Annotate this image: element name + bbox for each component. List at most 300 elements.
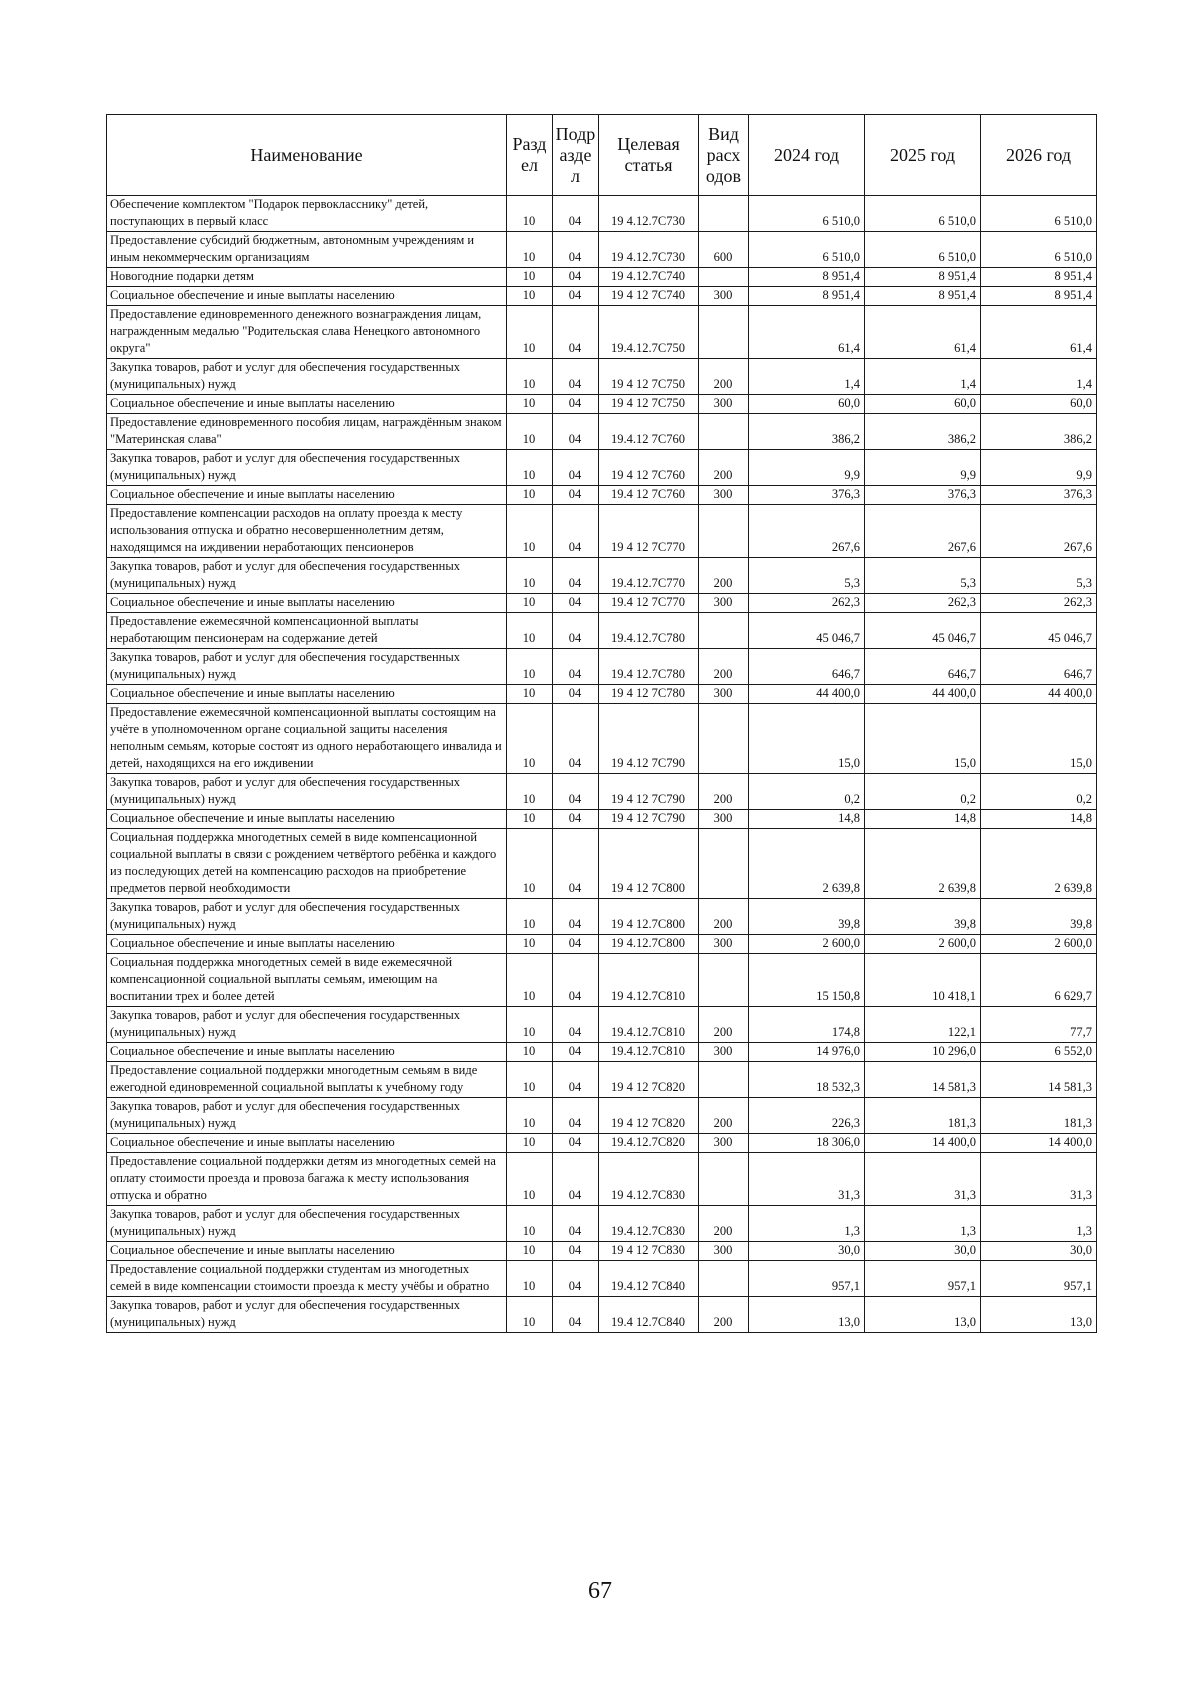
cell-razdel: 10 bbox=[507, 810, 553, 829]
cell-name: Социальное обеспечение и иные выплаты населению bbox=[107, 1242, 507, 1261]
table-row bbox=[107, 450, 1097, 486]
table-row bbox=[107, 1007, 1097, 1043]
cell-razdel: 10 bbox=[507, 899, 553, 935]
cell-expense-type: 300 bbox=[699, 1134, 749, 1153]
cell-expense-type bbox=[699, 196, 749, 232]
cell-razdel: 10 bbox=[507, 232, 553, 268]
cell-target-article: 19.4.12.7С770 bbox=[599, 558, 699, 594]
cell-target-article: 19 4 12 7С800 bbox=[599, 829, 699, 899]
cell-podrazdel: 04 bbox=[553, 505, 599, 558]
cell-expense-type: 200 bbox=[699, 450, 749, 486]
cell-2024: 1,4 bbox=[749, 359, 865, 395]
cell-podrazdel: 04 bbox=[553, 1242, 599, 1261]
table-row bbox=[107, 935, 1097, 954]
cell-expense-type: 200 bbox=[699, 899, 749, 935]
cell-2026: 6 552,0 bbox=[981, 1043, 1097, 1062]
cell-2026: 8 951,4 bbox=[981, 268, 1097, 287]
cell-2026: 14,8 bbox=[981, 810, 1097, 829]
cell-name: Социальное обеспечение и иные выплаты населению bbox=[107, 1043, 507, 1062]
cell-2025: 2 600,0 bbox=[865, 935, 981, 954]
cell-razdel: 10 bbox=[507, 685, 553, 704]
cell-2024: 30,0 bbox=[749, 1242, 865, 1261]
cell-2025: 1,4 bbox=[865, 359, 981, 395]
cell-target-article: 19 4.12 7С790 bbox=[599, 704, 699, 774]
cell-2026: 2 600,0 bbox=[981, 935, 1097, 954]
table-row bbox=[107, 649, 1097, 685]
cell-target-article: 19 4.12.7С800 bbox=[599, 935, 699, 954]
cell-razdel: 10 bbox=[507, 306, 553, 359]
cell-2026: 31,3 bbox=[981, 1153, 1097, 1206]
cell-target-article: 19.4 12.7С780 bbox=[599, 649, 699, 685]
cell-2024: 14,8 bbox=[749, 810, 865, 829]
cell-target-article: 19.4.12 7С760 bbox=[599, 414, 699, 450]
table-row bbox=[107, 899, 1097, 935]
cell-name: Новогодние подарки детям bbox=[107, 268, 507, 287]
table-row bbox=[107, 287, 1097, 306]
cell-razdel: 10 bbox=[507, 486, 553, 505]
cell-2026: 1,4 bbox=[981, 359, 1097, 395]
cell-expense-type bbox=[699, 1261, 749, 1297]
table-row bbox=[107, 505, 1097, 558]
cell-2026: 77,7 bbox=[981, 1007, 1097, 1043]
cell-razdel: 10 bbox=[507, 1153, 553, 1206]
cell-podrazdel: 04 bbox=[553, 649, 599, 685]
table-row bbox=[107, 268, 1097, 287]
cell-name: Закупка товаров, работ и услуг для обеспечения государственных (муниципальных) нужд bbox=[107, 774, 507, 810]
cell-2024: 60,0 bbox=[749, 395, 865, 414]
cell-podrazdel: 04 bbox=[553, 774, 599, 810]
cell-2024: 376,3 bbox=[749, 486, 865, 505]
table-row bbox=[107, 196, 1097, 232]
cell-target-article: 19.4.12.7С830 bbox=[599, 1206, 699, 1242]
cell-2025: 122,1 bbox=[865, 1007, 981, 1043]
cell-target-article: 19 4 12 7С820 bbox=[599, 1062, 699, 1098]
cell-name: Закупка товаров, работ и услуг для обеспечения государственных (муниципальных) нужд bbox=[107, 649, 507, 685]
table-header-row bbox=[107, 115, 1097, 196]
cell-2024: 8 951,4 bbox=[749, 268, 865, 287]
cell-2025: 39,8 bbox=[865, 899, 981, 935]
cell-2025: 45 046,7 bbox=[865, 613, 981, 649]
cell-2026: 45 046,7 bbox=[981, 613, 1097, 649]
cell-2025: 0,2 bbox=[865, 774, 981, 810]
cell-2026: 30,0 bbox=[981, 1242, 1097, 1261]
cell-name: Предоставление единовременного пособия лицам, награждённым знаком "Материнская слава" bbox=[107, 414, 507, 450]
cell-2026: 15,0 bbox=[981, 704, 1097, 774]
cell-podrazdel: 04 bbox=[553, 395, 599, 414]
cell-podrazdel: 04 bbox=[553, 232, 599, 268]
header-expense-type: Вид расх одов bbox=[699, 115, 749, 196]
cell-target-article: 19 4.12.7С830 bbox=[599, 1153, 699, 1206]
cell-razdel: 10 bbox=[507, 1134, 553, 1153]
table-row bbox=[107, 486, 1097, 505]
cell-podrazdel: 04 bbox=[553, 810, 599, 829]
cell-2024: 44 400,0 bbox=[749, 685, 865, 704]
cell-target-article: 19.4.12.7С780 bbox=[599, 613, 699, 649]
cell-name: Социальная поддержка многодетных семей в виде компенсационной социальной выплаты в связи с рождением четвёртого ребёнка и каждого из последующих детей на компенсацию расходов на приобретение предметов первой необходимости bbox=[107, 829, 507, 899]
cell-2025: 15,0 bbox=[865, 704, 981, 774]
cell-target-article: 19 4.12.7С740 bbox=[599, 268, 699, 287]
cell-razdel: 10 bbox=[507, 1062, 553, 1098]
table-row bbox=[107, 1261, 1097, 1297]
cell-name: Предоставление компенсации расходов на оплату проезда к месту использования отпуска и обратно несовершеннолетним детям, находящимся на иждивении неработающих пенсионеров bbox=[107, 505, 507, 558]
cell-2026: 44 400,0 bbox=[981, 685, 1097, 704]
cell-2026: 39,8 bbox=[981, 899, 1097, 935]
cell-target-article: 19.4 12 7С770 bbox=[599, 594, 699, 613]
cell-2024: 18 532,3 bbox=[749, 1062, 865, 1098]
cell-podrazdel: 04 bbox=[553, 1043, 599, 1062]
cell-razdel: 10 bbox=[507, 1098, 553, 1134]
cell-expense-type bbox=[699, 613, 749, 649]
cell-podrazdel: 04 bbox=[553, 558, 599, 594]
cell-target-article: 19.4 12.7С840 bbox=[599, 1297, 699, 1333]
header-target-article: Целевая статья bbox=[599, 115, 699, 196]
cell-expense-type: 300 bbox=[699, 594, 749, 613]
cell-2025: 376,3 bbox=[865, 486, 981, 505]
cell-name: Социальное обеспечение и иные выплаты населению bbox=[107, 810, 507, 829]
cell-target-article: 19.4.12.7С820 bbox=[599, 1134, 699, 1153]
cell-2025: 646,7 bbox=[865, 649, 981, 685]
cell-target-article: 19.4 12 7С760 bbox=[599, 486, 699, 505]
cell-2024: 262,3 bbox=[749, 594, 865, 613]
table-row bbox=[107, 1043, 1097, 1062]
cell-expense-type bbox=[699, 505, 749, 558]
cell-2025: 14 400,0 bbox=[865, 1134, 981, 1153]
cell-expense-type: 300 bbox=[699, 1242, 749, 1261]
table-row bbox=[107, 558, 1097, 594]
cell-target-article: 19 4 12 7С790 bbox=[599, 810, 699, 829]
cell-podrazdel: 04 bbox=[553, 954, 599, 1007]
cell-2025: 267,6 bbox=[865, 505, 981, 558]
cell-2024: 14 976,0 bbox=[749, 1043, 865, 1062]
cell-expense-type bbox=[699, 268, 749, 287]
cell-podrazdel: 04 bbox=[553, 287, 599, 306]
cell-podrazdel: 04 bbox=[553, 450, 599, 486]
table-row bbox=[107, 1062, 1097, 1098]
cell-target-article: 19.4.12.7С810 bbox=[599, 1043, 699, 1062]
cell-2024: 1,3 bbox=[749, 1206, 865, 1242]
cell-2025: 44 400,0 bbox=[865, 685, 981, 704]
cell-2024: 31,3 bbox=[749, 1153, 865, 1206]
cell-2026: 14 400,0 bbox=[981, 1134, 1097, 1153]
cell-expense-type: 200 bbox=[699, 359, 749, 395]
budget-table-sheet bbox=[106, 114, 1096, 1333]
cell-razdel: 10 bbox=[507, 450, 553, 486]
cell-expense-type: 200 bbox=[699, 774, 749, 810]
cell-2025: 30,0 bbox=[865, 1242, 981, 1261]
cell-razdel: 10 bbox=[507, 1242, 553, 1261]
cell-name: Закупка товаров, работ и услуг для обеспечения государственных (муниципальных) нужд bbox=[107, 558, 507, 594]
budget-table bbox=[106, 114, 1097, 1333]
table-row bbox=[107, 613, 1097, 649]
cell-expense-type: 200 bbox=[699, 1098, 749, 1134]
cell-target-article: 19 4 12 7С740 bbox=[599, 287, 699, 306]
cell-podrazdel: 04 bbox=[553, 1261, 599, 1297]
cell-podrazdel: 04 bbox=[553, 1297, 599, 1333]
cell-2024: 646,7 bbox=[749, 649, 865, 685]
cell-2025: 6 510,0 bbox=[865, 232, 981, 268]
cell-target-article: 19.4.12 7С840 bbox=[599, 1261, 699, 1297]
cell-2024: 15,0 bbox=[749, 704, 865, 774]
cell-2026: 376,3 bbox=[981, 486, 1097, 505]
cell-razdel: 10 bbox=[507, 829, 553, 899]
table-row bbox=[107, 594, 1097, 613]
cell-2025: 10 418,1 bbox=[865, 954, 981, 1007]
cell-podrazdel: 04 bbox=[553, 704, 599, 774]
cell-target-article: 19 4 12 7С820 bbox=[599, 1098, 699, 1134]
cell-2024: 45 046,7 bbox=[749, 613, 865, 649]
cell-razdel: 10 bbox=[507, 704, 553, 774]
cell-target-article: 19 4 12 7С780 bbox=[599, 685, 699, 704]
cell-expense-type: 300 bbox=[699, 1043, 749, 1062]
cell-razdel: 10 bbox=[507, 935, 553, 954]
table-row bbox=[107, 1206, 1097, 1242]
cell-podrazdel: 04 bbox=[553, 359, 599, 395]
cell-2026: 6 510,0 bbox=[981, 232, 1097, 268]
cell-razdel: 10 bbox=[507, 505, 553, 558]
cell-2026: 2 639,8 bbox=[981, 829, 1097, 899]
table-row bbox=[107, 774, 1097, 810]
cell-razdel: 10 bbox=[507, 414, 553, 450]
cell-2024: 18 306,0 bbox=[749, 1134, 865, 1153]
cell-podrazdel: 04 bbox=[553, 685, 599, 704]
cell-razdel: 10 bbox=[507, 1007, 553, 1043]
table-row bbox=[107, 1098, 1097, 1134]
cell-podrazdel: 04 bbox=[553, 935, 599, 954]
header-podrazdel: Подр азде л bbox=[553, 115, 599, 196]
cell-expense-type bbox=[699, 306, 749, 359]
table-row bbox=[107, 306, 1097, 359]
cell-expense-type: 200 bbox=[699, 558, 749, 594]
cell-razdel: 10 bbox=[507, 1261, 553, 1297]
cell-podrazdel: 04 bbox=[553, 1007, 599, 1043]
cell-expense-type: 600 bbox=[699, 232, 749, 268]
cell-razdel: 10 bbox=[507, 1206, 553, 1242]
cell-name: Предоставление субсидий бюджетным, автономным учреждениям и иным некоммерческим организациям bbox=[107, 232, 507, 268]
cell-2024: 267,6 bbox=[749, 505, 865, 558]
cell-razdel: 10 bbox=[507, 594, 553, 613]
cell-expense-type bbox=[699, 1153, 749, 1206]
table-row bbox=[107, 414, 1097, 450]
cell-name: Социальное обеспечение и иные выплаты населению bbox=[107, 685, 507, 704]
cell-2024: 39,8 bbox=[749, 899, 865, 935]
cell-expense-type bbox=[699, 954, 749, 1007]
cell-2024: 5,3 bbox=[749, 558, 865, 594]
table-row bbox=[107, 359, 1097, 395]
cell-2024: 8 951,4 bbox=[749, 287, 865, 306]
cell-podrazdel: 04 bbox=[553, 613, 599, 649]
cell-2026: 14 581,3 bbox=[981, 1062, 1097, 1098]
cell-expense-type: 200 bbox=[699, 649, 749, 685]
cell-target-article: 19 4 12.7С800 bbox=[599, 899, 699, 935]
cell-name: Социальное обеспечение и иные выплаты населению bbox=[107, 1134, 507, 1153]
cell-2024: 386,2 bbox=[749, 414, 865, 450]
cell-2026: 5,3 bbox=[981, 558, 1097, 594]
cell-2024: 226,3 bbox=[749, 1098, 865, 1134]
cell-2025: 8 951,4 bbox=[865, 287, 981, 306]
cell-name: Социальное обеспечение и иные выплаты населению bbox=[107, 486, 507, 505]
cell-expense-type: 200 bbox=[699, 1297, 749, 1333]
cell-name: Социальное обеспечение и иные выплаты населению bbox=[107, 395, 507, 414]
cell-podrazdel: 04 bbox=[553, 486, 599, 505]
table-row bbox=[107, 685, 1097, 704]
cell-2026: 8 951,4 bbox=[981, 287, 1097, 306]
cell-expense-type bbox=[699, 1062, 749, 1098]
cell-name: Предоставление социальной поддержки детям из многодетных семей на оплату стоимости проезда и провоза багажа к месту использования отпуска и обратно bbox=[107, 1153, 507, 1206]
header-2024: 2024 год bbox=[749, 115, 865, 196]
cell-podrazdel: 04 bbox=[553, 1134, 599, 1153]
cell-2024: 2 639,8 bbox=[749, 829, 865, 899]
cell-2025: 2 639,8 bbox=[865, 829, 981, 899]
cell-target-article: 19.4.12.7С810 bbox=[599, 1007, 699, 1043]
cell-2025: 386,2 bbox=[865, 414, 981, 450]
cell-name: Социальное обеспечение и иные выплаты населению bbox=[107, 287, 507, 306]
cell-2026: 61,4 bbox=[981, 306, 1097, 359]
cell-podrazdel: 04 bbox=[553, 1062, 599, 1098]
cell-2025: 5,3 bbox=[865, 558, 981, 594]
cell-2025: 9,9 bbox=[865, 450, 981, 486]
cell-razdel: 10 bbox=[507, 196, 553, 232]
cell-target-article: 19 4 12 7С760 bbox=[599, 450, 699, 486]
table-row bbox=[107, 810, 1097, 829]
table-row bbox=[107, 829, 1097, 899]
cell-name: Закупка товаров, работ и услуг для обеспечения государственных (муниципальных) нужд bbox=[107, 359, 507, 395]
cell-target-article: 19 4 12 7С750 bbox=[599, 395, 699, 414]
cell-2025: 6 510,0 bbox=[865, 196, 981, 232]
cell-2024: 6 510,0 bbox=[749, 196, 865, 232]
table-row bbox=[107, 1297, 1097, 1333]
cell-2026: 957,1 bbox=[981, 1261, 1097, 1297]
cell-name: Социальное обеспечение и иные выплаты населению bbox=[107, 935, 507, 954]
cell-razdel: 10 bbox=[507, 954, 553, 1007]
header-razdel: Разд ел bbox=[507, 115, 553, 196]
cell-name: Закупка товаров, работ и услуг для обеспечения государственных (муниципальных) нужд bbox=[107, 1206, 507, 1242]
cell-2026: 181,3 bbox=[981, 1098, 1097, 1134]
table-row bbox=[107, 232, 1097, 268]
cell-name: Закупка товаров, работ и услуг для обеспечения государственных (муниципальных) нужд bbox=[107, 899, 507, 935]
table-row bbox=[107, 1134, 1097, 1153]
cell-target-article: 19 4 12 7С790 bbox=[599, 774, 699, 810]
cell-2025: 13,0 bbox=[865, 1297, 981, 1333]
cell-razdel: 10 bbox=[507, 774, 553, 810]
cell-target-article: 19.4.12.7С750 bbox=[599, 306, 699, 359]
cell-target-article: 19 4.12.7С730 bbox=[599, 232, 699, 268]
cell-expense-type: 300 bbox=[699, 685, 749, 704]
cell-2026: 267,6 bbox=[981, 505, 1097, 558]
cell-razdel: 10 bbox=[507, 359, 553, 395]
table-body bbox=[107, 196, 1097, 1333]
cell-razdel: 10 bbox=[507, 287, 553, 306]
cell-name: Закупка товаров, работ и услуг для обеспечения государственных (муниципальных) нужд bbox=[107, 1098, 507, 1134]
cell-2025: 181,3 bbox=[865, 1098, 981, 1134]
cell-2024: 9,9 bbox=[749, 450, 865, 486]
cell-expense-type: 300 bbox=[699, 486, 749, 505]
cell-2026: 13,0 bbox=[981, 1297, 1097, 1333]
table-row bbox=[107, 954, 1097, 1007]
cell-2025: 957,1 bbox=[865, 1261, 981, 1297]
cell-target-article: 19 4 12 7С750 bbox=[599, 359, 699, 395]
cell-expense-type bbox=[699, 414, 749, 450]
cell-podrazdel: 04 bbox=[553, 306, 599, 359]
cell-target-article: 19 4.12.7С810 bbox=[599, 954, 699, 1007]
cell-2025: 8 951,4 bbox=[865, 268, 981, 287]
cell-name: Обеспечение комплектом "Подарок первокласснику" детей, поступающих в первый класс bbox=[107, 196, 507, 232]
table-row bbox=[107, 704, 1097, 774]
cell-expense-type: 200 bbox=[699, 1007, 749, 1043]
cell-2024: 6 510,0 bbox=[749, 232, 865, 268]
cell-expense-type: 300 bbox=[699, 287, 749, 306]
cell-2025: 14,8 bbox=[865, 810, 981, 829]
cell-2024: 15 150,8 bbox=[749, 954, 865, 1007]
cell-razdel: 10 bbox=[507, 268, 553, 287]
cell-name: Закупка товаров, работ и услуг для обеспечения государственных (муниципальных) нужд bbox=[107, 450, 507, 486]
cell-2024: 174,8 bbox=[749, 1007, 865, 1043]
cell-expense-type bbox=[699, 704, 749, 774]
cell-2025: 262,3 bbox=[865, 594, 981, 613]
cell-2026: 60,0 bbox=[981, 395, 1097, 414]
cell-2026: 386,2 bbox=[981, 414, 1097, 450]
cell-podrazdel: 04 bbox=[553, 414, 599, 450]
cell-podrazdel: 04 bbox=[553, 899, 599, 935]
cell-expense-type bbox=[699, 829, 749, 899]
cell-podrazdel: 04 bbox=[553, 594, 599, 613]
page-number: 67 bbox=[588, 1578, 612, 1604]
cell-2026: 6 510,0 bbox=[981, 196, 1097, 232]
cell-podrazdel: 04 bbox=[553, 829, 599, 899]
cell-target-article: 19 4 12 7С830 bbox=[599, 1242, 699, 1261]
table-row bbox=[107, 395, 1097, 414]
cell-razdel: 10 bbox=[507, 613, 553, 649]
cell-name: Закупка товаров, работ и услуг для обеспечения государственных (муниципальных) нужд bbox=[107, 1297, 507, 1333]
cell-name: Закупка товаров, работ и услуг для обеспечения государственных (муниципальных) нужд bbox=[107, 1007, 507, 1043]
cell-expense-type: 300 bbox=[699, 810, 749, 829]
cell-name: Социальная поддержка многодетных семей в виде ежемесячной компенсационной социальной выплаты семьям, имеющим на воспитании трех и более детей bbox=[107, 954, 507, 1007]
cell-2026: 1,3 bbox=[981, 1206, 1097, 1242]
cell-podrazdel: 04 bbox=[553, 1153, 599, 1206]
cell-2024: 61,4 bbox=[749, 306, 865, 359]
cell-name: Предоставление ежемесячной компенсационной выплаты неработающим пенсионерам на содержание детей bbox=[107, 613, 507, 649]
cell-expense-type: 300 bbox=[699, 395, 749, 414]
cell-podrazdel: 04 bbox=[553, 1206, 599, 1242]
header-2026: 2026 год bbox=[981, 115, 1097, 196]
cell-2025: 10 296,0 bbox=[865, 1043, 981, 1062]
cell-name: Предоставление ежемесячной компенсационной выплаты состоящим на учёте в уполномоченном органе социальной защиты населения неполным семьям, которые состоят из одного неработающего инвалида и детей, находящихся на его иждивении bbox=[107, 704, 507, 774]
cell-target-article: 19 4.12.7С730 bbox=[599, 196, 699, 232]
cell-name: Предоставление единовременного денежного вознаграждения лицам, награжденным медалью "Родительская слава Ненецкого автономного округа" bbox=[107, 306, 507, 359]
cell-name: Социальное обеспечение и иные выплаты населению bbox=[107, 594, 507, 613]
cell-2024: 0,2 bbox=[749, 774, 865, 810]
cell-2025: 1,3 bbox=[865, 1206, 981, 1242]
cell-podrazdel: 04 bbox=[553, 196, 599, 232]
cell-razdel: 10 bbox=[507, 558, 553, 594]
table-row bbox=[107, 1153, 1097, 1206]
cell-expense-type: 300 bbox=[699, 935, 749, 954]
cell-razdel: 10 bbox=[507, 1043, 553, 1062]
cell-2026: 6 629,7 bbox=[981, 954, 1097, 1007]
header-name: Наименование bbox=[107, 115, 507, 196]
cell-2025: 14 581,3 bbox=[865, 1062, 981, 1098]
header-2025: 2025 год bbox=[865, 115, 981, 196]
cell-2025: 61,4 bbox=[865, 306, 981, 359]
cell-razdel: 10 bbox=[507, 395, 553, 414]
cell-2024: 2 600,0 bbox=[749, 935, 865, 954]
table-row bbox=[107, 1242, 1097, 1261]
cell-name: Предоставление социальной поддержки студентам из многодетных семей в виде компенсации стоимости проезда к месту учёбы и обратно bbox=[107, 1261, 507, 1297]
cell-podrazdel: 04 bbox=[553, 1098, 599, 1134]
cell-2024: 957,1 bbox=[749, 1261, 865, 1297]
cell-2026: 9,9 bbox=[981, 450, 1097, 486]
cell-2024: 13,0 bbox=[749, 1297, 865, 1333]
cell-name: Предоставление социальной поддержки многодетным семьям в виде ежегодной единовременной социальной выплаты к учебному году bbox=[107, 1062, 507, 1098]
